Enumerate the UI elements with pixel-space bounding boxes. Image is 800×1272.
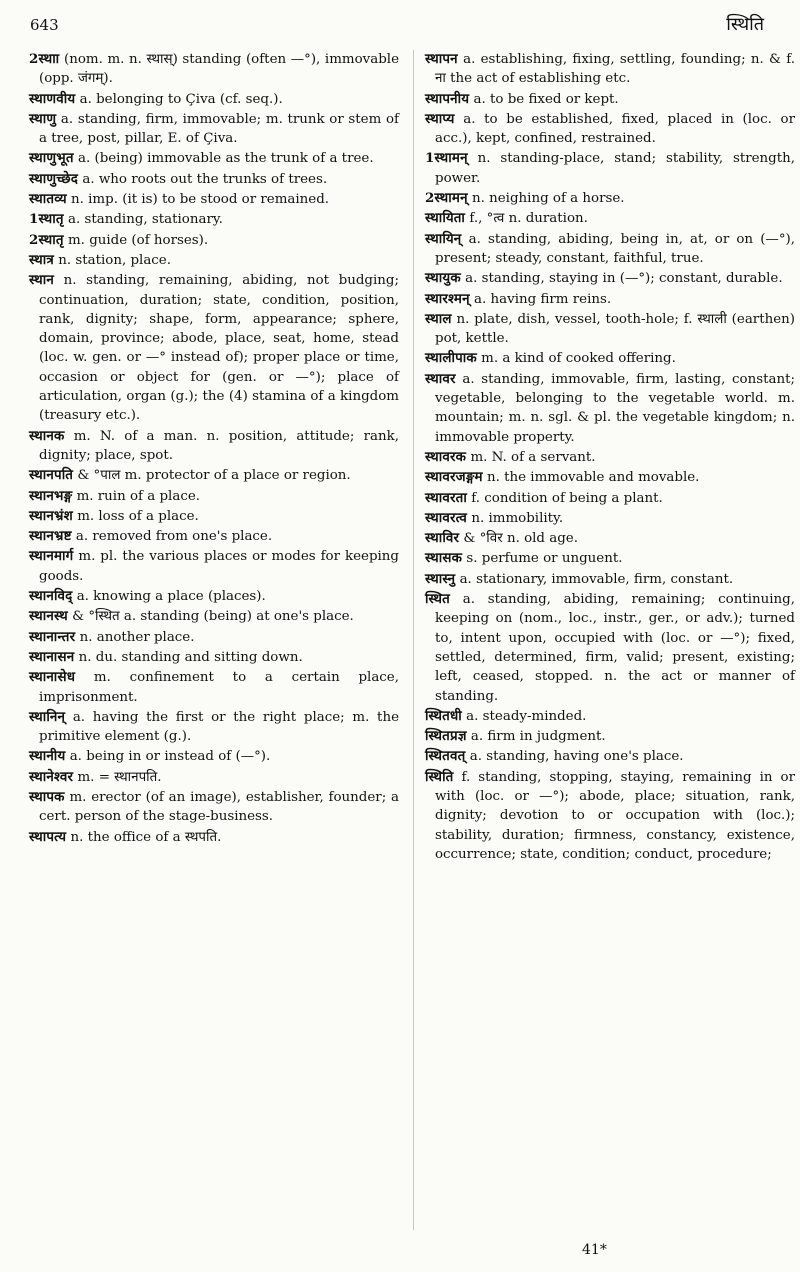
entry-headword: स्थानिन् xyxy=(29,708,66,725)
entry-definition: n. another place. xyxy=(79,629,195,645)
entry-headword: स्थिति xyxy=(425,768,454,785)
dictionary-entry xyxy=(29,487,399,506)
entry-headword: स्थासक xyxy=(425,550,463,567)
entry-definition: n. the immovable and movable. xyxy=(486,470,700,486)
dictionary-entry xyxy=(425,727,795,746)
entry-headword: स्थानासन xyxy=(29,648,75,665)
entry-definition: n. standing, remaining, abiding, not budging; continuation, duration; state, condition, position, rank, dignity; shape, form, appearance; sphere, domain, province; abode, place, seat, home, stead (loc. w. gen. or —° instead of); proper place or time, occasion or object for (gen. or —°); place of articulation, organ (g.); the (4) stamina of a kingdom (treasury etc.). xyxy=(39,273,399,424)
entry-definition: & °पाल m. protector of a place or region. xyxy=(77,468,351,484)
dictionary-entry xyxy=(29,628,399,647)
entry-headword: स्थानपति xyxy=(29,467,74,484)
entry-headword: स्थानभङ्ग xyxy=(29,487,73,504)
dictionary-entry xyxy=(425,149,795,188)
entry-definition: n. neighing of a horse. xyxy=(472,191,625,207)
signature-mark: 41* xyxy=(582,1242,607,1258)
entry-definition: m. pl. the various places or modes for keeping goods. xyxy=(39,549,399,584)
dictionary-entry xyxy=(425,189,795,208)
dictionary-entry xyxy=(29,708,399,747)
entry-headword: स्थाल xyxy=(425,310,452,327)
entry-definition: a. belonging to Çiva (cf. seq.). xyxy=(79,91,283,107)
dictionary-entry xyxy=(29,90,399,109)
entry-headword: स्थानभ्रंश xyxy=(29,507,73,524)
entry-headword: स्थावर xyxy=(425,370,456,387)
entry-headword: स्थापन xyxy=(425,51,458,67)
entry-definition: n. du. standing and sitting down. xyxy=(78,649,303,665)
dictionary-entry xyxy=(29,251,399,270)
dictionary-entry xyxy=(29,110,399,149)
dictionary-entry xyxy=(425,310,795,349)
entry-definition: f. standing, stopping, staying, remaining in or with (loc. or —°); abode, place; situation, rank, dignity; devotion to or occupation with (loc.); stability, duration; firmness, constancy, existence, occurrence; state, condition; conduct, procedure; xyxy=(435,769,796,862)
dictionary-entry xyxy=(425,290,795,309)
entry-definition: a. standing, abiding, being in, at, or on (—°), present; steady, constant, faithful, true. xyxy=(435,231,795,266)
dictionary-entry xyxy=(425,529,795,548)
page-number: 643 xyxy=(30,16,59,34)
entry-definition: a. removed from one's place. xyxy=(75,529,273,545)
dictionary-entry xyxy=(29,607,399,626)
entry-definition: n. immobility. xyxy=(471,510,564,526)
entry-headword: स्थितवत् xyxy=(425,748,466,765)
entry-headword: स्थातव्य xyxy=(29,191,67,208)
entry-headword: स्थालीपाक xyxy=(425,350,477,367)
entry-definition: (nom. m. n. स्थास्) standing (often —°), immovable (opp. जंगम्). xyxy=(39,52,399,87)
page-header xyxy=(30,10,764,36)
entry-definition: s. perfume or unguent. xyxy=(466,551,623,567)
entry-definition: a. to be established, fixed, placed in (loc. or acc.), kept, confined, restrained. xyxy=(435,111,796,147)
entry-definition: a. standing, abiding, remaining; continuing, keeping on (nom., loc., instr., ger., or adv.); turned to, intent upon, occupied with (loc. or —°); fixed, settled, determined, firm, valid; present, existing; left, ceased, stopped. n. the act or manner of standing. xyxy=(435,592,795,704)
entry-definition: m. erector (of an image), establisher, founder; a cert. person of the stage-business. xyxy=(39,789,399,825)
entry-definition: a. standing, having one's place. xyxy=(469,749,684,765)
entry-headword: स्थानान्तर xyxy=(29,628,76,645)
entry-headword: 1स्थातृ xyxy=(29,211,64,228)
dictionary-entry xyxy=(29,547,399,586)
entry-definition: f., °त्व n. duration. xyxy=(469,211,588,227)
dictionary-entry xyxy=(29,190,399,209)
dictionary-entry xyxy=(29,507,399,526)
entry-definition: a. stationary, immovable, firm, constant. xyxy=(459,571,734,587)
dictionary-entry xyxy=(29,668,399,707)
entry-definition: m. N. of a servant. xyxy=(470,449,596,465)
entry-definition: a. who roots out the trunks of trees. xyxy=(82,171,328,187)
entry-definition: a. steady-minded. xyxy=(466,708,587,724)
entry-definition: a. standing, stationary. xyxy=(67,212,223,228)
entry-headword: स्थानासेध xyxy=(29,669,76,686)
dictionary-entry xyxy=(29,231,399,250)
entry-definition: m. a kind of cooked offering. xyxy=(481,351,676,367)
entry-headword: स्थापनीय xyxy=(425,90,470,107)
dictionary-entry xyxy=(425,349,795,368)
dictionary-entry xyxy=(425,549,795,568)
entry-definition: m. guide (of horses). xyxy=(67,232,209,248)
entry-headword: स्थापत्य xyxy=(29,828,67,845)
entry-headword: स्थावरजङ्गम xyxy=(425,469,483,486)
dictionary-entry xyxy=(29,527,399,546)
entry-definition: a. to be fixed or kept. xyxy=(473,91,619,107)
dictionary-entry xyxy=(425,448,795,467)
entry-headword: स्थाणवीय xyxy=(29,90,76,107)
dictionary-entry xyxy=(29,170,399,189)
entry-headword: 2स्थातृ xyxy=(29,231,64,248)
entry-headword: स्थाविर xyxy=(425,530,460,547)
entry-definition: n. imp. (it is) to be stood or remained. xyxy=(71,192,330,208)
entry-headword: स्थित xyxy=(425,591,450,608)
dictionary-entry xyxy=(29,50,399,89)
entry-headword: स्थान xyxy=(29,272,54,289)
entry-definition: a. standing, firm, immovable; m. trunk or stem of a tree, post, pillar, E. of Çiva. xyxy=(39,111,399,147)
dictionary-entry xyxy=(29,149,399,168)
entry-headword: स्थानस्थ xyxy=(29,608,68,625)
entry-definition: a. establishing, fixing, settling, founding; n. & f. ना the act of establishing etc. xyxy=(435,52,795,87)
entry-definition: m. confinement to a certain place, imprisonment. xyxy=(39,670,399,705)
entry-headword: स्थानमार्ग xyxy=(29,548,74,565)
entry-headword: स्थायिन् xyxy=(425,230,462,247)
entry-headword: स्थावरता xyxy=(425,489,467,506)
entry-definition: a. firm in judgment. xyxy=(470,729,606,745)
dictionary-entry xyxy=(425,50,795,89)
dictionary-entry xyxy=(425,747,795,766)
entry-headword: स्थास्नु xyxy=(425,570,456,587)
entry-headword: स्थाप्य xyxy=(425,110,455,127)
running-head: स्थिति xyxy=(726,14,764,35)
entry-headword: स्थाणुभूत xyxy=(29,150,74,167)
dictionary-entry xyxy=(425,590,795,706)
dictionary-entry xyxy=(29,788,399,827)
entry-definition: & °विर n. old age. xyxy=(463,531,578,547)
dictionary-entry xyxy=(425,230,795,269)
entry-definition: m. = स्थानपति. xyxy=(77,769,162,785)
dictionary-entry xyxy=(425,90,795,109)
entry-headword: स्थानभ्रष्ट xyxy=(29,528,72,545)
entry-headword: स्थानीय xyxy=(29,748,66,765)
dictionary-entry xyxy=(29,768,399,787)
entry-headword: स्थाणु xyxy=(29,110,57,127)
entry-headword: 2स्थाा xyxy=(29,51,60,67)
dictionary-entry xyxy=(29,587,399,606)
entry-headword: स्थितप्रज्ञ xyxy=(425,728,467,745)
dictionary-entry xyxy=(425,110,795,149)
entry-definition: m. loss of a place. xyxy=(77,508,199,524)
entry-headword: स्थायिता xyxy=(425,210,466,227)
entry-headword: स्थापक xyxy=(29,788,65,805)
entry-definition: f. condition of being a plant. xyxy=(471,490,663,506)
dictionary-entry xyxy=(425,489,795,508)
column-divider xyxy=(413,50,414,1230)
right-column xyxy=(425,50,795,865)
entry-headword: स्थितधी xyxy=(425,707,462,724)
entry-definition: a. having firm reins. xyxy=(474,291,612,307)
dictionary-entry xyxy=(29,828,399,847)
entry-definition: a. (being) immovable as the trunk of a tree. xyxy=(77,151,374,167)
dictionary-entry xyxy=(425,370,795,447)
dictionary-entry xyxy=(425,509,795,528)
entry-definition: a. standing, staying in (—°); constant, durable. xyxy=(465,271,783,287)
dictionary-entry xyxy=(425,768,795,864)
entry-definition: a. having the first or the right place; m. the primitive element (g.). xyxy=(39,709,399,745)
entry-headword: स्थावरक xyxy=(425,448,467,465)
entry-headword: स्थानक xyxy=(29,427,65,444)
entry-definition: n. standing-place, stand; stability, strength, power. xyxy=(435,151,795,186)
entry-definition: n. the office of a स्थपति. xyxy=(70,829,222,845)
entry-definition: n. plate, dish, vessel, tooth-hole; f. स्थाली (earthen) pot, kettle. xyxy=(435,311,795,347)
entry-headword: स्थानेश्वर xyxy=(29,768,74,785)
entry-headword: स्थानविद् xyxy=(29,588,73,605)
dictionary-entry xyxy=(29,210,399,229)
entry-headword: स्थात्र xyxy=(29,251,54,268)
dictionary-entry xyxy=(425,570,795,589)
entry-definition: a. standing, immovable, firm, lasting, constant; vegetable, belonging to the vegetable world. m. mountain; m. n. sgl. & pl. the vegetable kingdom; n. immovable property. xyxy=(435,371,795,445)
entry-definition: & °स्थित a. standing (being) at one's place. xyxy=(72,609,354,625)
entry-headword: स्थायुक xyxy=(425,270,461,287)
entry-headword: स्थावरत्व xyxy=(425,509,468,526)
entry-definition: m. ruin of a place. xyxy=(76,488,200,504)
dictionary-entry xyxy=(425,209,795,228)
dictionary-entry xyxy=(29,747,399,766)
entry-headword: स्थारश्मन् xyxy=(425,290,470,307)
entry-headword: 1स्थामन् xyxy=(425,150,468,167)
entry-headword: स्थाणुच्छेद xyxy=(29,170,79,187)
dictionary-entry xyxy=(425,269,795,288)
dictionary-entry xyxy=(29,466,399,485)
dictionary-entry xyxy=(29,427,399,466)
dictionary-entry xyxy=(425,707,795,726)
left-column xyxy=(29,50,399,848)
dictionary-entry xyxy=(425,468,795,487)
entry-definition: a. knowing a place (places). xyxy=(76,589,266,605)
dictionary-entry xyxy=(29,648,399,667)
entry-definition: a. being in or instead of (—°). xyxy=(69,749,271,765)
entry-definition: n. station, place. xyxy=(58,252,171,268)
entry-headword: 2स्थामन् xyxy=(425,190,468,207)
entry-definition: m. N. of a man. n. position, attitude; rank, dignity; place, spot. xyxy=(39,428,399,463)
dictionary-entry xyxy=(29,271,399,425)
